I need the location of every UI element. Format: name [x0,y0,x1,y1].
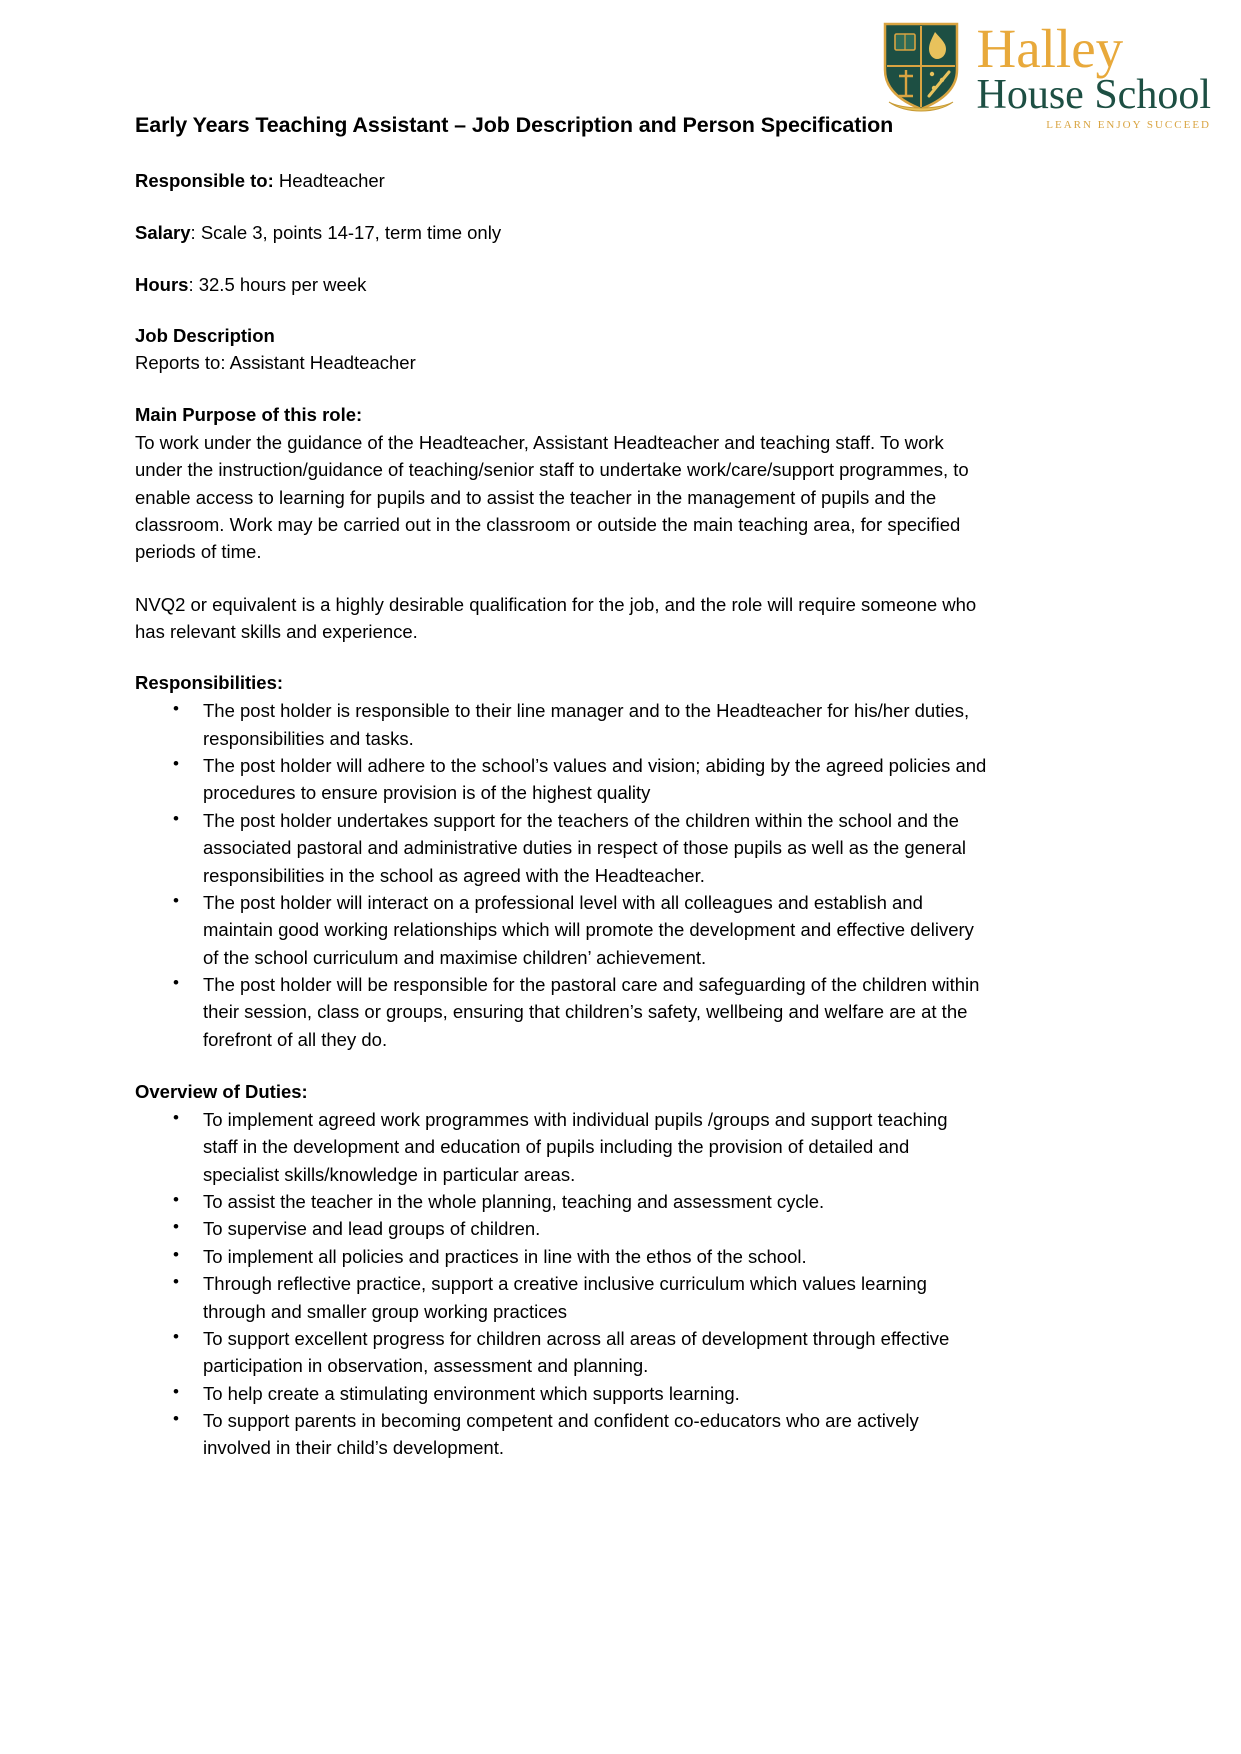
field-value: : Scale 3, points 14-17, term time only [190,221,502,243]
page-title: Early Years Teaching Assistant – Job Description and Person Specification [135,113,894,137]
list-item: • To implement agreed work programmes with individual pupils /groups and support teaching staff in the development and education of pupils including the provision of detailed and specialist skills/knowledge in particular areas. [135,1106,987,1188]
list-item: • The post holder undertakes support for the teachers of the children within the school and the associated pastoral and administrative duties in respect of those pupils as well as the general responsibilities in the school as agreed with the Headteacher. [135,807,987,889]
field-value: : 32.5 hours per week [188,273,367,295]
school-name-line2: House School [976,71,1211,118]
field-salary [135,220,987,247]
school-tagline: LEARN ENJOY SUCCEED [1046,118,1211,131]
list-item: • To help create a stimulating environment which supports learning. [135,1380,987,1407]
list-item: • To support excellent progress for children across all areas of development through effective participation in observation, assessment and planning. [135,1325,987,1380]
section-heading-responsibilities: Responsibilities: [135,672,284,694]
section-heading-overview-of-duties: Overview of Duties: [135,1081,308,1103]
field-hours [135,272,987,299]
list-item: • The post holder will be responsible for the pastoral care and safeguarding of the children within their session, class or groups, ensuring that children’s safety, wellbeing and welfare are at the forefront of all they do. [135,971,987,1053]
field-value: Headteacher [273,169,385,191]
field-label: Salary [135,221,191,243]
overview-of-duties-list [135,1106,987,1462]
responsibilities-list [135,697,987,1053]
field-label: Responsible to: [135,169,274,191]
document-body [135,112,987,1488]
qualification-paragraph: NVQ2 or equivalent is a highly desirable qualification for the job, and the role will require someone who has relevant skills and experience. [135,593,977,643]
list-item: • To implement all policies and practices in line with the ethos of the school. [135,1243,987,1270]
list-item: • Through reflective practice, support a creative inclusive curriculum which values learning through and smaller group working practices [135,1270,987,1325]
section-heading-main-purpose: Main Purpose of this role: [135,404,363,425]
school-crest-shield-icon [879,18,963,114]
list-item: • The post holder will interact on a professional level with all colleagues and establish and maintain good working relationships which will promote the development and effective delivery of the school curriculum and maximise children’ achievement. [135,889,987,971]
field-responsible-to [135,168,987,195]
list-item: • To assist the teacher in the whole planning, teaching and assessment cycle. [135,1188,987,1215]
job-description-reports-to: Reports to: Assistant Headteacher [135,352,416,374]
school-wordmark [977,18,1212,131]
list-item: • To support parents in becoming competent and confident co-educators who are actively involved in their child’s development. [135,1407,987,1462]
list-item: • To supervise and lead groups of children. [135,1215,987,1242]
section-heading-job-description: Job Description [135,325,275,347]
list-item: • The post holder will adhere to the school’s values and vision; abiding by the agreed policies and procedures to ensure provision is of the highest quality [135,752,987,807]
school-name-line1: Halley [976,18,1124,79]
list-item: • The post holder is responsible to their line manager and to the Headteacher for his/her duties, responsibilities and tasks. [135,697,987,752]
main-purpose-paragraph: To work under the guidance of the Headteacher, Assistant Headteacher and teaching staff. To work under the instruction/guidance of teaching/senior staff to undertake work/care/support programmes, to enable access to learning for pupils and to assist the teacher in the management of pupils and the classroom. Work may be carried out in the classroom or outside the main teaching area, for specified periods of time. [135,431,969,563]
field-label: Hours [135,273,189,295]
